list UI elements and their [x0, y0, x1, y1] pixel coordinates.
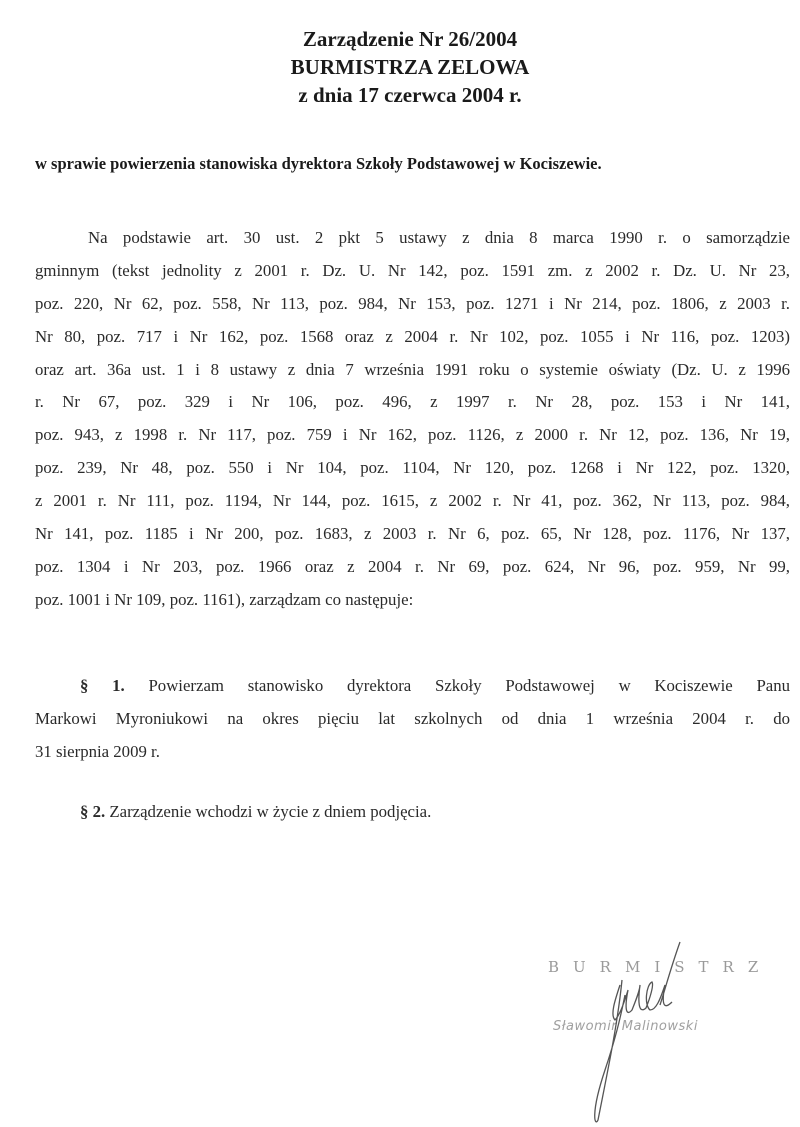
- text-line: poz. 1304 i Nr 203, poz. 1966 oraz z 2004 r. Nr 69, poz. 624, Nr 96, poz. 959, Nr 99,: [35, 556, 790, 576]
- signature: [580, 940, 700, 1127]
- text-line: z 2001 r. Nr 111, poz. 1194, Nr 144, poz. 1615, z 2002 r. Nr 41, poz. 362, Nr 113, poz. 984,: [35, 491, 790, 511]
- section-mark: § 2.: [80, 802, 106, 821]
- section-1: [35, 670, 790, 769]
- text-line: [35, 796, 790, 829]
- section-mark: § 1.: [80, 676, 125, 695]
- text-line: [35, 670, 790, 703]
- text-line: 31 sierpnia 2009 r.: [35, 741, 160, 761]
- text-line: r. Nr 67, poz. 329 i Nr 106, poz. 496, z 1997 r. Nr 28, poz. 153 i Nr 141,: [35, 392, 790, 412]
- text-line: oraz art. 36a ust. 1 i 8 ustawy z dnia 7 września 1991 roku o systemie oświaty (Dz. U. z 1996: [35, 359, 790, 379]
- section-text: Powierzam stanowisko dyrektora Szkoły Podstawowej w Kociszewie Panu: [148, 676, 791, 695]
- text-line: Nr 141, poz. 1185 i Nr 200, poz. 1683, z 2003 r. Nr 6, poz. 65, Nr 128, poz. 1176, Nr 137,: [35, 524, 790, 544]
- stamp-title: BURMISTRZ: [548, 958, 773, 976]
- preamble-paragraph: [35, 222, 790, 617]
- document-subject: w sprawie powierzenia stanowiska dyrektora Szkoły Podstawowej w Kociszewie.: [35, 154, 602, 173]
- text-line: gminnym (tekst jednolity z 2001 r. Dz. U. Nr 142, poz. 1591 zm. z 2002 r. Dz. U. Nr 23,: [35, 260, 790, 280]
- section-2: [35, 796, 790, 829]
- text-line: Markowi Myroniukowi na okres pięciu lat szkolnych od dnia 1 września 2004 r. do: [35, 708, 790, 728]
- text-line: poz. 239, Nr 48, poz. 550 i Nr 104, poz. 1104, Nr 120, poz. 1268 i Nr 122, poz. 1320,: [35, 458, 790, 478]
- text-line: Na podstawie art. 30 ust. 2 pkt 5 ustawy z dnia 8 marca 1990 r. o samorządzie: [88, 228, 790, 247]
- document-title: Zarządzenie Nr 26/2004: [302, 27, 518, 51]
- text-line: Nr 80, poz. 717 i Nr 162, poz. 1568 oraz z 2004 r. Nr 102, poz. 1055 i Nr 116, poz. 1203): [35, 326, 790, 346]
- section-text: Zarządzenie wchodzi w życie z dniem podjęcia.: [109, 802, 432, 821]
- text-line: poz. 943, z 1998 r. Nr 117, poz. 759 i Nr 162, poz. 1126, z 2000 r. Nr 12, poz. 136, Nr 19,: [35, 425, 790, 445]
- stamp-name: Sławomir Malinowski: [553, 1019, 698, 1034]
- document-issuer: BURMISTRZA ZELOWA: [290, 55, 530, 79]
- text-line: poz. 1001 i Nr 109, poz. 1161), zarządzam co następuje:: [35, 589, 414, 609]
- text-line: poz. 220, Nr 62, poz. 558, Nr 113, poz. 984, Nr 153, poz. 1271 i Nr 214, poz. 1806, z 2003 r.: [35, 293, 790, 313]
- document-date: z dnia 17 czerwca 2004 r.: [298, 83, 522, 107]
